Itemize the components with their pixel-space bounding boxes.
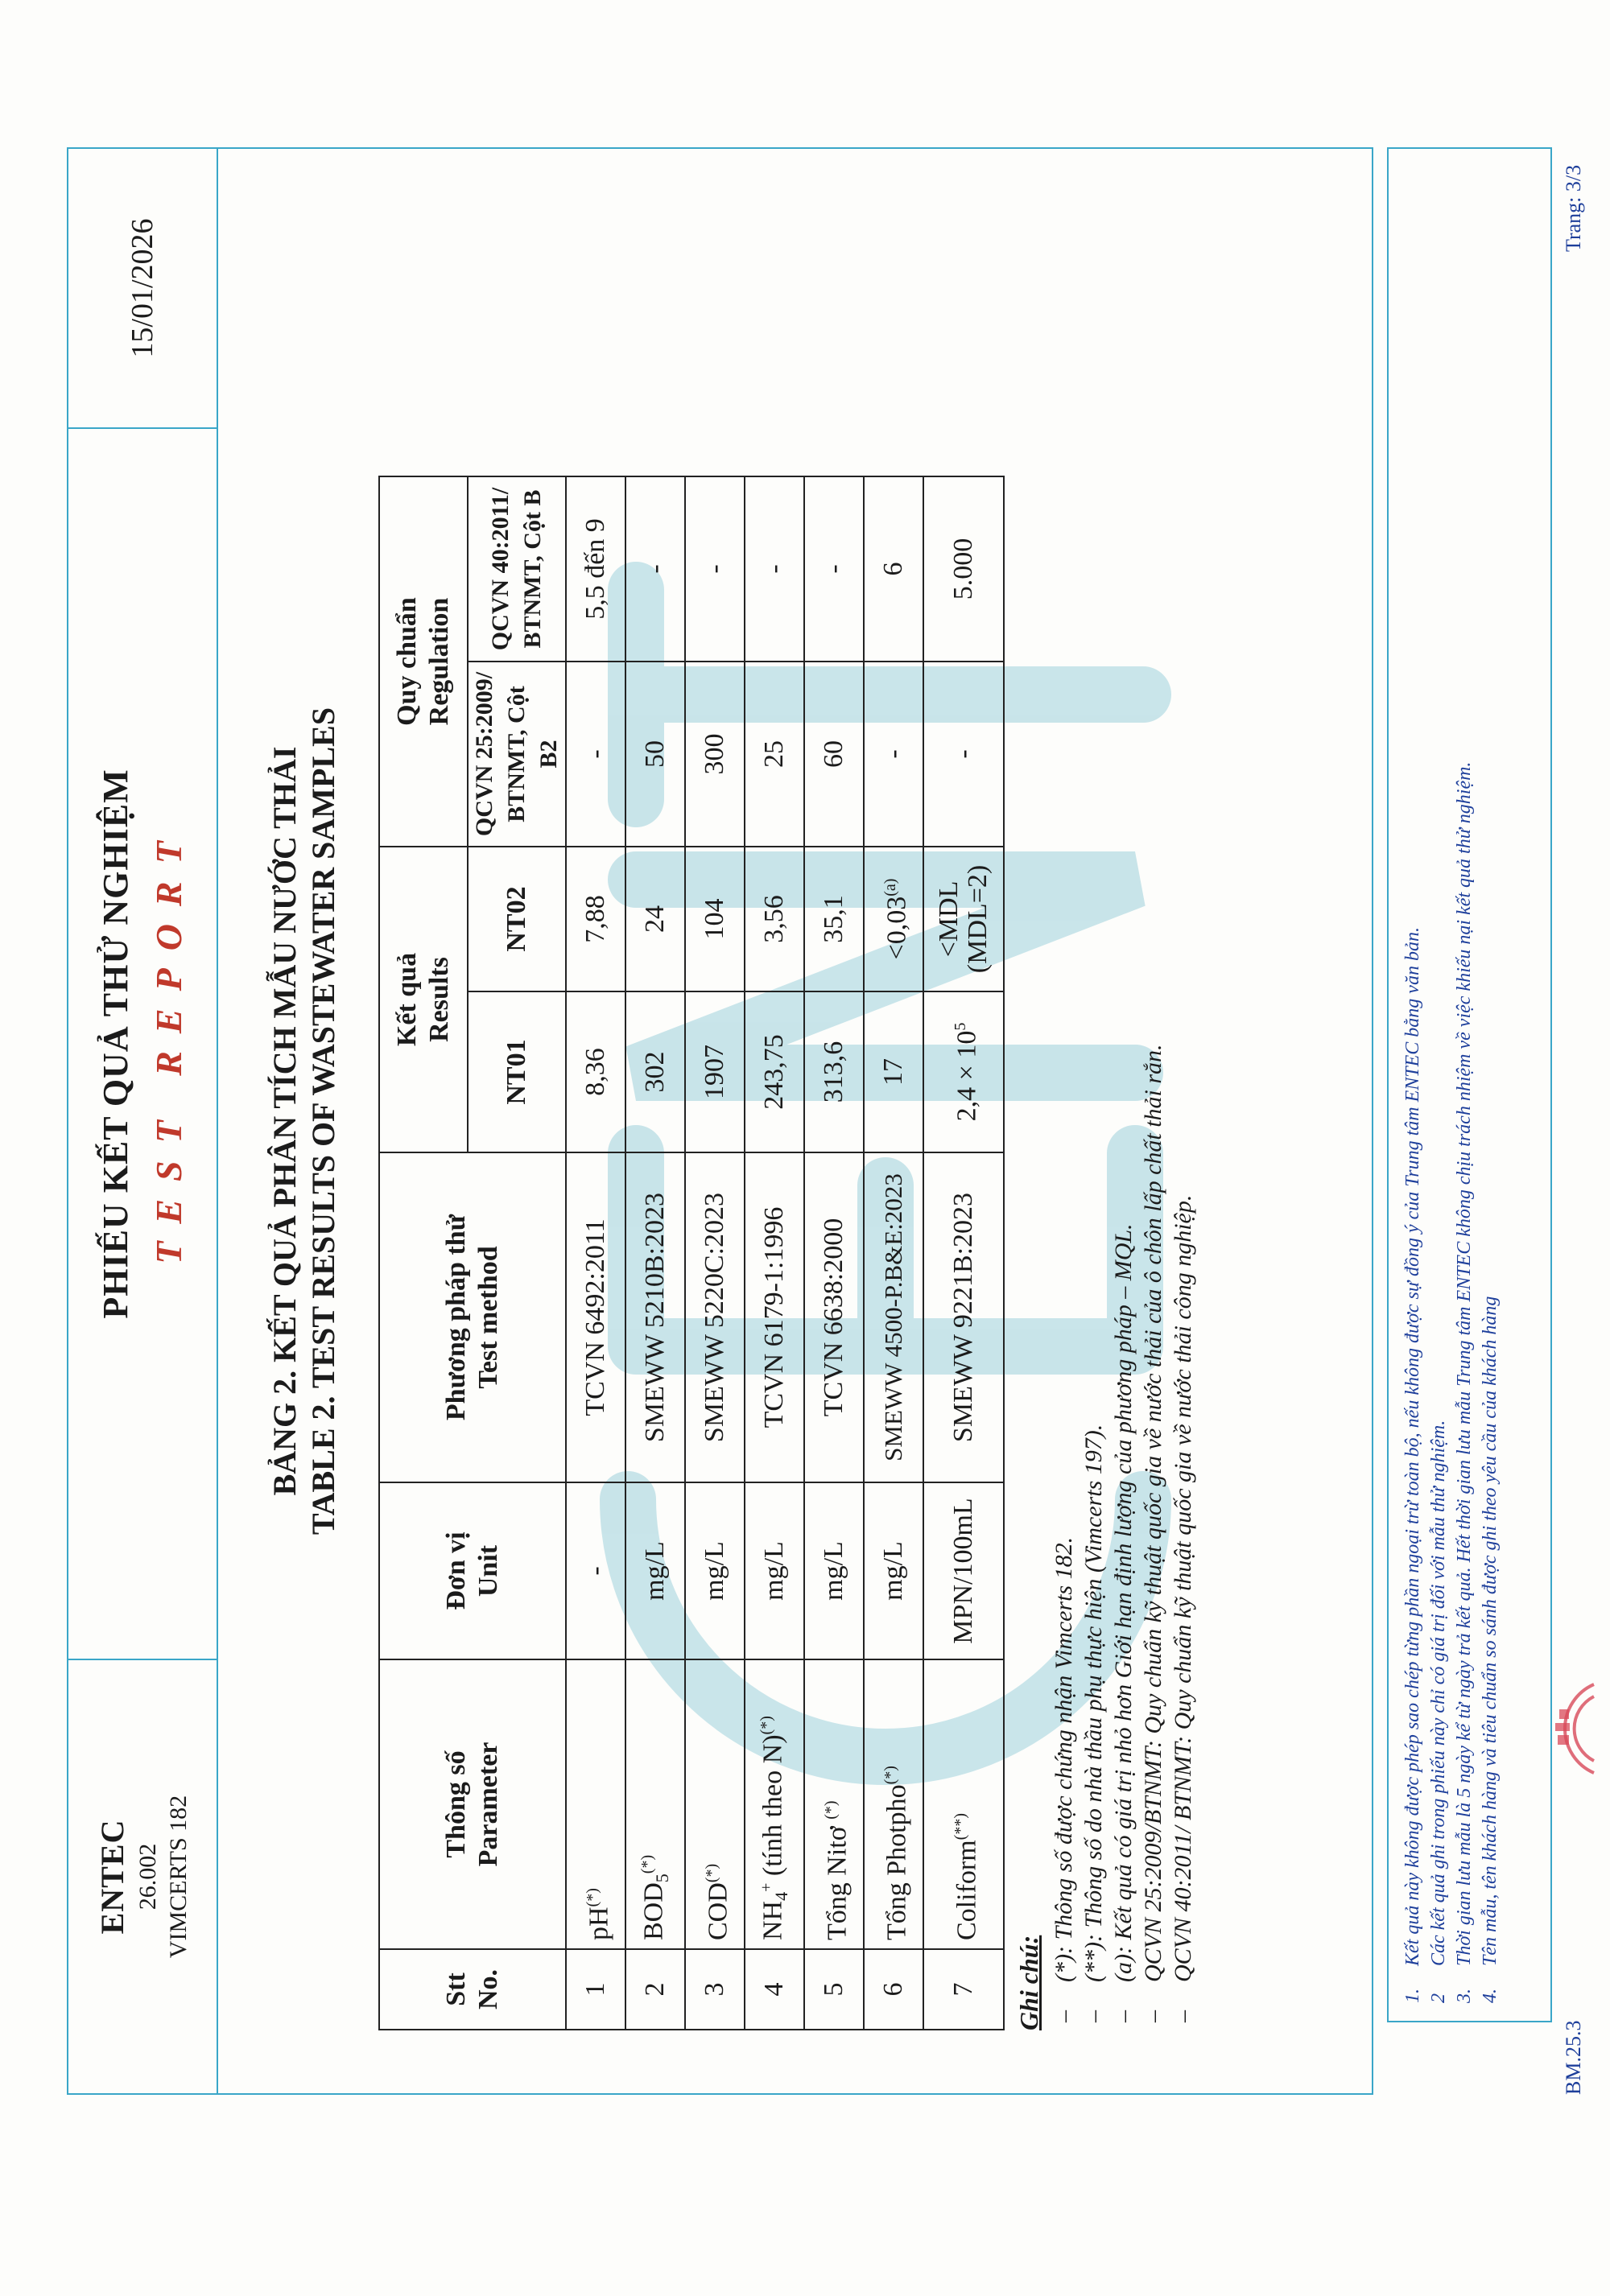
header-nt01: NT01	[468, 991, 566, 1152]
note-item: – (*): Thông số được chứng nhận Vimcerts 182.	[1049, 260, 1079, 2030]
table-row: 7 Coliform(**) MPN/100mL SMEWW 9221B:2023 $2,4 \times 10^5$ <MDL (MDL=2) - 5.000	[923, 476, 1004, 2030]
header-regulation: Quy chuẩn Regulation	[379, 476, 468, 847]
report-subtitle: TEST REPORT	[148, 823, 189, 1264]
table-row: 3 COD(*) mg/L SMEWW 5220C:2023 1907 104 300 -	[685, 476, 745, 2030]
table-row: 1 pH(*) - TCVN 6492:2011 8,36 7,88 - 5,5 đến 9	[566, 476, 625, 2030]
header-title-block	[68, 427, 217, 1659]
note-item: – (a): Kết quả có giá trị nhỏ hơn Giới hạn định lượng của phương pháp – MQL.	[1108, 260, 1138, 2030]
note-item: – QCVN 25:2009/BTNMT: Quy chuẩn kỹ thuật quốc gia về nước thải của ô chôn lấp chất thải rắn.	[1138, 260, 1168, 2030]
disclaimer-item: 4. Tên mẫu, tên khách hàng và tiêu chuẩn so sánh được ghi theo yêu cầu của khách hàng	[1480, 1296, 1501, 2003]
notes-title: Ghi chú:	[1014, 1935, 1043, 2030]
report-date: 15/01/2026	[126, 218, 159, 358]
header-date-block	[68, 149, 217, 427]
header-reg2: QCVN 40:2011/ BTNMT, Cột B	[468, 476, 566, 662]
note-item: – (**): Thông số do nhà thầu phụ thực hiện (Vimcerts 197).	[1079, 260, 1108, 2030]
header-results: Kết quả Results	[379, 847, 468, 1152]
table-title-en: TABLE 2. TEST RESULTS OF WASTEWATER SAMPLES	[305, 707, 341, 1535]
disclaimer-item: 3. Thời gian lưu mẫu là 5 ngày kể từ ngày trả kết quả. Hết thời gian lưu mẫu Trung tâm ENTEC không chịu trách nhiệm về việc khiếu nại kết quả thử nghiệm.	[1454, 761, 1475, 2003]
header-parameter: Thông số Parameter	[379, 1659, 566, 1949]
notes-section	[1014, 260, 1198, 2030]
org-cert: VIMCERTS 182	[164, 1795, 192, 1959]
note-item: – QCVN 40:2011/ BTNMT: Quy chuẩn kỹ thuật quốc gia về nước thải công nghiệp.	[1168, 260, 1198, 2030]
table-title-vi: BẢNG 2. KẾT QUẢ PHÂN TÍCH MẪU NƯỚC THẢI	[266, 746, 303, 1496]
header-org-block	[68, 1659, 217, 2093]
page-number: Trang: 3/3	[1562, 164, 1585, 252]
header-reg1: QCVN 25:2009/ BTNMT, Cột B2	[468, 662, 566, 847]
table-row: 5 Tổng Nitơ (*) mg/L TCVN 6638:2000 313,6 35,1 60 -	[804, 476, 864, 2030]
table-title	[266, 147, 343, 2095]
header-frame	[67, 147, 218, 2095]
header-unit: Đơn vị Unit	[379, 1482, 566, 1659]
form-code: BM.25.3	[1562, 2020, 1585, 2095]
disclaimer-item: 1. Kết quả này không được phép sao chép từng phần ngoại trừ toàn bộ, nếu không được sự đồng ý của Trung tâm ENTEC bằng văn bản.	[1402, 927, 1423, 2003]
table-row: 2 $BOD_5^{(*)}$ mg/L SMEWW 5210B:2023 302 24 50 -	[625, 476, 685, 2030]
table-row: 6 Tổng Photpho(*) mg/L SMEWW 4500-P.B&E:2023 17 $<0,03^{(a)}$ - 6	[864, 476, 923, 2030]
header-nt02: NT02	[468, 847, 566, 991]
disclaimer-item: 2 Các kết quả ghi trong phiếu này chỉ có giá trị đối với mẫu thử nghiệm.	[1428, 1420, 1449, 2003]
header-method: Phương pháp thử Test method	[379, 1152, 566, 1482]
org-name: ENTEC	[93, 1819, 130, 1935]
table-row: 4 $NH_4^+$ (tính theo N)(*) mg/L TCVN 6179-1:1996 243,75 3,56 25 -	[745, 476, 804, 2030]
org-code: 26.002	[134, 1843, 161, 1911]
results-table	[378, 476, 1005, 2030]
header-stt: Stt No.	[379, 1949, 566, 2030]
stamp-seal-icon	[1513, 1676, 1602, 1781]
report-title: PHIẾU KẾT QUẢ THỬ NGHIỆM	[96, 769, 135, 1319]
